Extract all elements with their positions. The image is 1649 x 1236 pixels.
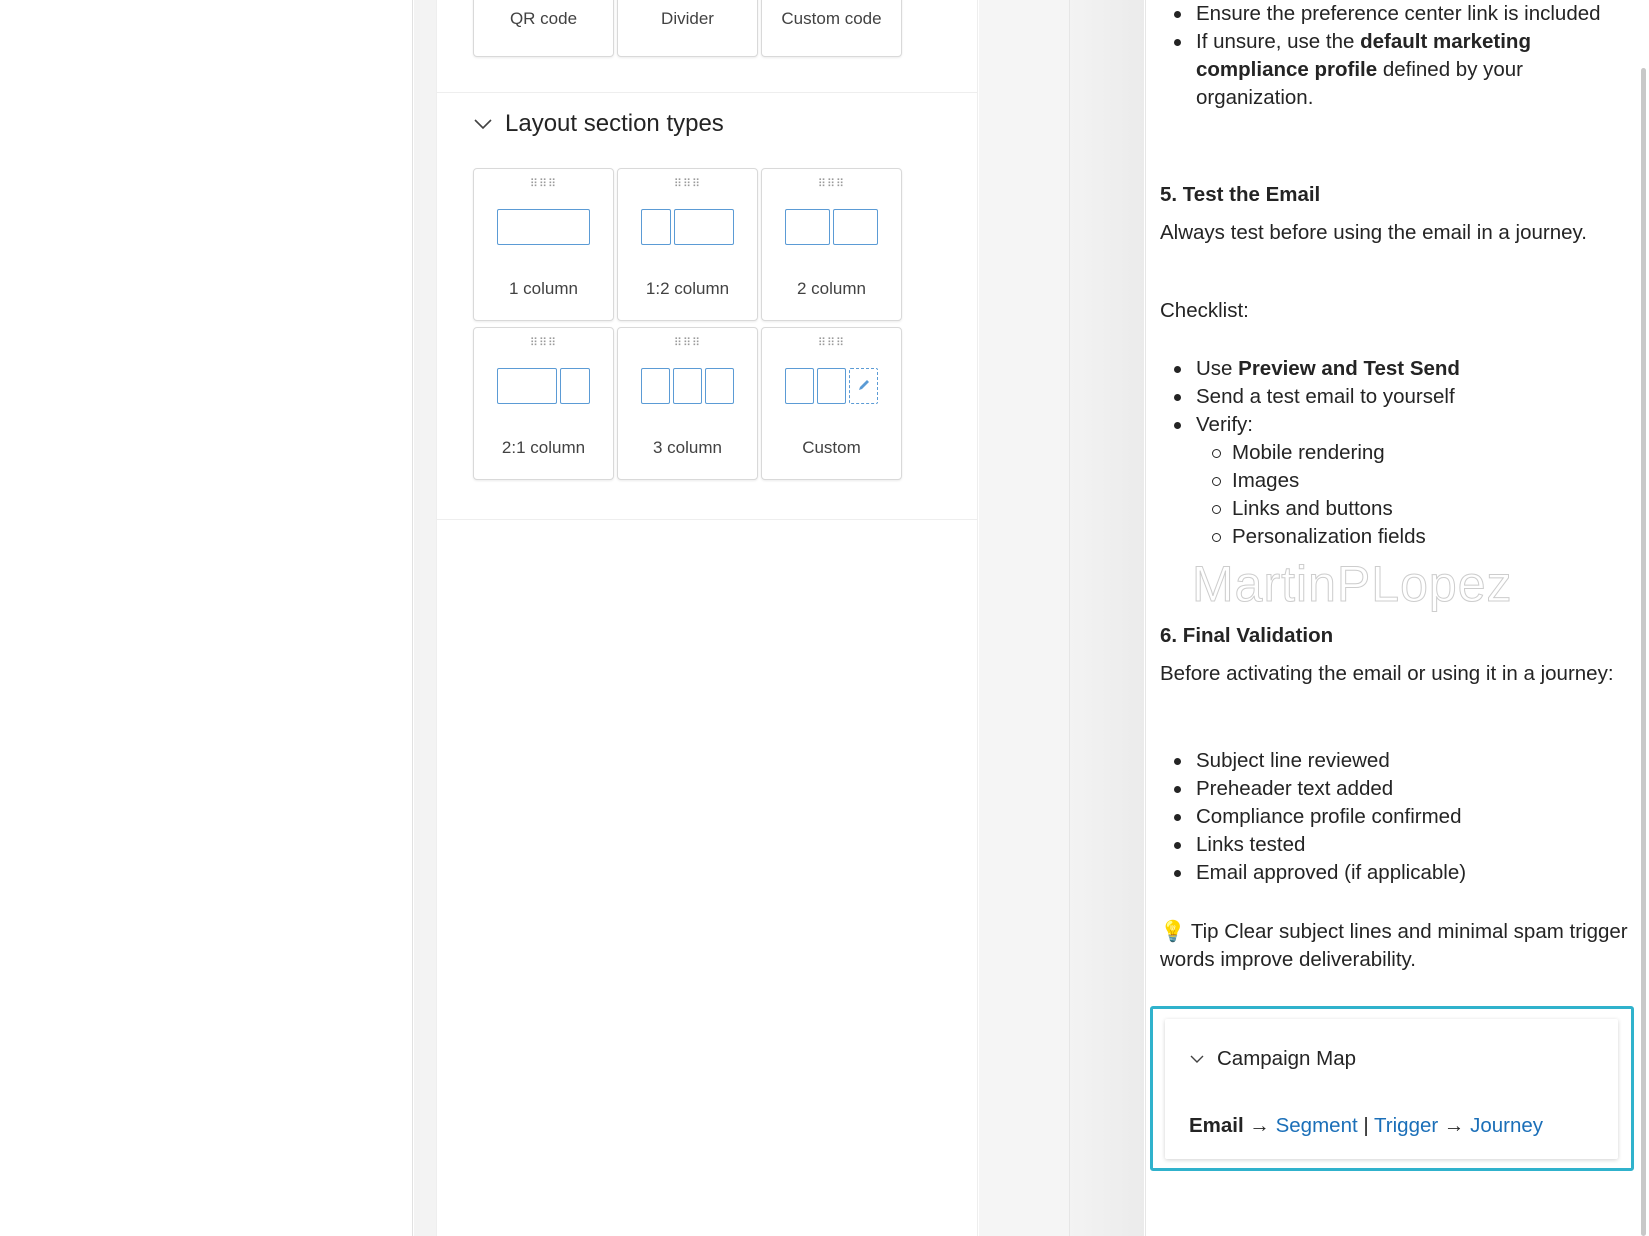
- drag-grip-icon: ⠿⠿⠿: [529, 178, 558, 190]
- sub-list-item: Links and buttons: [1160, 495, 1635, 523]
- section-title: 5. Test the Email: [1160, 183, 1321, 206]
- list-item: Ensure the preference center link is included: [1160, 0, 1635, 28]
- drag-grip-icon: ⠿⠿⠿: [817, 178, 846, 190]
- journey-link[interactable]: Journey: [1470, 1114, 1544, 1137]
- pencil-icon: [849, 368, 878, 404]
- left-blank-area: [0, 0, 413, 1236]
- element-label: Custom code: [781, 9, 882, 28]
- column-preview: [641, 209, 734, 245]
- section-text: Always test before using the email in a journey.: [1160, 221, 1587, 244]
- scrollbar-thumb[interactable]: [1641, 68, 1646, 1236]
- lightbulb-icon: 💡: [1160, 920, 1186, 943]
- list-item: Subject line reviewed: [1160, 747, 1635, 775]
- element-qr-code[interactable]: [473, 0, 614, 57]
- campaign-map-toggle[interactable]: [1189, 1047, 1356, 1071]
- final-checklist: [1160, 747, 1635, 887]
- section-divider: [436, 92, 978, 93]
- layout-2-1-column[interactable]: [473, 327, 614, 480]
- sub-list-item: Personalization fields: [1160, 523, 1635, 551]
- drag-grip-icon: ⠿⠿⠿: [673, 178, 702, 190]
- watermark: MartinPLopez: [1192, 556, 1513, 612]
- list-item: Links tested: [1160, 831, 1635, 859]
- column-preview: [641, 368, 734, 404]
- section-5: [1160, 181, 1635, 247]
- layout-label: 1:2 column: [645, 279, 730, 298]
- arrow: →: [1249, 1114, 1270, 1137]
- column-preview: [785, 368, 878, 404]
- drag-grip-icon: ⠿⠿⠿: [529, 337, 558, 349]
- list-item: Preheader text added: [1160, 775, 1635, 803]
- canvas-gap: [979, 0, 1069, 1236]
- list-item: Send a test email to yourself: [1160, 383, 1635, 411]
- campaign-path: [1189, 1114, 1543, 1138]
- path-start: Email: [1189, 1114, 1244, 1137]
- chevron-down-icon: [1189, 1051, 1205, 1067]
- list-item: Email approved (if applicable): [1160, 859, 1635, 887]
- layout-label: 3 column: [653, 438, 722, 457]
- list-item: Use Preview and Test Send: [1160, 355, 1635, 383]
- sub-list-item: Images: [1160, 467, 1635, 495]
- layout-label: 2:1 column: [501, 438, 586, 457]
- element-label: QR code: [509, 9, 578, 28]
- column-preview: [497, 209, 590, 245]
- arrow: →: [1443, 1114, 1465, 1137]
- checklist-label: Checklist:: [1160, 299, 1249, 322]
- column-preview: [785, 209, 878, 245]
- layout-custom[interactable]: [761, 327, 902, 480]
- element-custom-code[interactable]: [761, 0, 902, 57]
- scrollbar[interactable]: [1639, 0, 1649, 1236]
- checklist: [1160, 355, 1635, 551]
- tip-text: Tip Clear subject lines and minimal spam trigger words improve deliverability.: [1160, 920, 1628, 971]
- layout-1-2-column[interactable]: [617, 168, 758, 321]
- list-item: Verify:: [1160, 411, 1635, 439]
- layout-section-title: Layout section types: [505, 110, 724, 137]
- drag-grip-icon: ⠿⠿⠿: [817, 337, 846, 349]
- tip: [1160, 918, 1635, 974]
- campaign-map-card: [1165, 1019, 1618, 1159]
- layout-label: 1 column: [509, 279, 578, 298]
- layout-section-header[interactable]: [473, 110, 724, 138]
- chevron-down-icon: [473, 114, 493, 134]
- separator: |: [1363, 1114, 1369, 1137]
- list-item: Compliance profile confirmed: [1160, 803, 1635, 831]
- campaign-map-highlight: [1150, 1006, 1634, 1171]
- section-text: Before activating the email or using it in a journey:: [1160, 662, 1614, 685]
- section-6: [1160, 622, 1635, 688]
- layout-2-column[interactable]: [761, 168, 902, 321]
- section-title: 6. Final Validation: [1160, 624, 1334, 647]
- list-item: If unsure, use the default marketing compliance profile defined by your organization.: [1160, 28, 1635, 112]
- canvas-gap-shade: [1069, 0, 1144, 1236]
- drag-grip-icon: ⠿⠿⠿: [673, 337, 702, 349]
- element-label: Divider: [661, 9, 714, 28]
- segment-link[interactable]: Segment: [1275, 1114, 1358, 1137]
- layout-1-column[interactable]: [473, 168, 614, 321]
- layout-label: 2 column: [797, 279, 866, 298]
- layout-3-column[interactable]: [617, 327, 758, 480]
- column-preview: [497, 368, 590, 404]
- element-divider[interactable]: [617, 0, 758, 57]
- trigger-link[interactable]: Trigger: [1374, 1114, 1439, 1137]
- campaign-map-title: Campaign Map: [1217, 1047, 1357, 1070]
- layout-label: Custom: [802, 438, 861, 457]
- left-gutter: [414, 0, 436, 1236]
- section-divider: [436, 519, 978, 520]
- guide-top-bullets: [1160, 0, 1635, 112]
- sub-list-item: Mobile rendering: [1160, 439, 1635, 467]
